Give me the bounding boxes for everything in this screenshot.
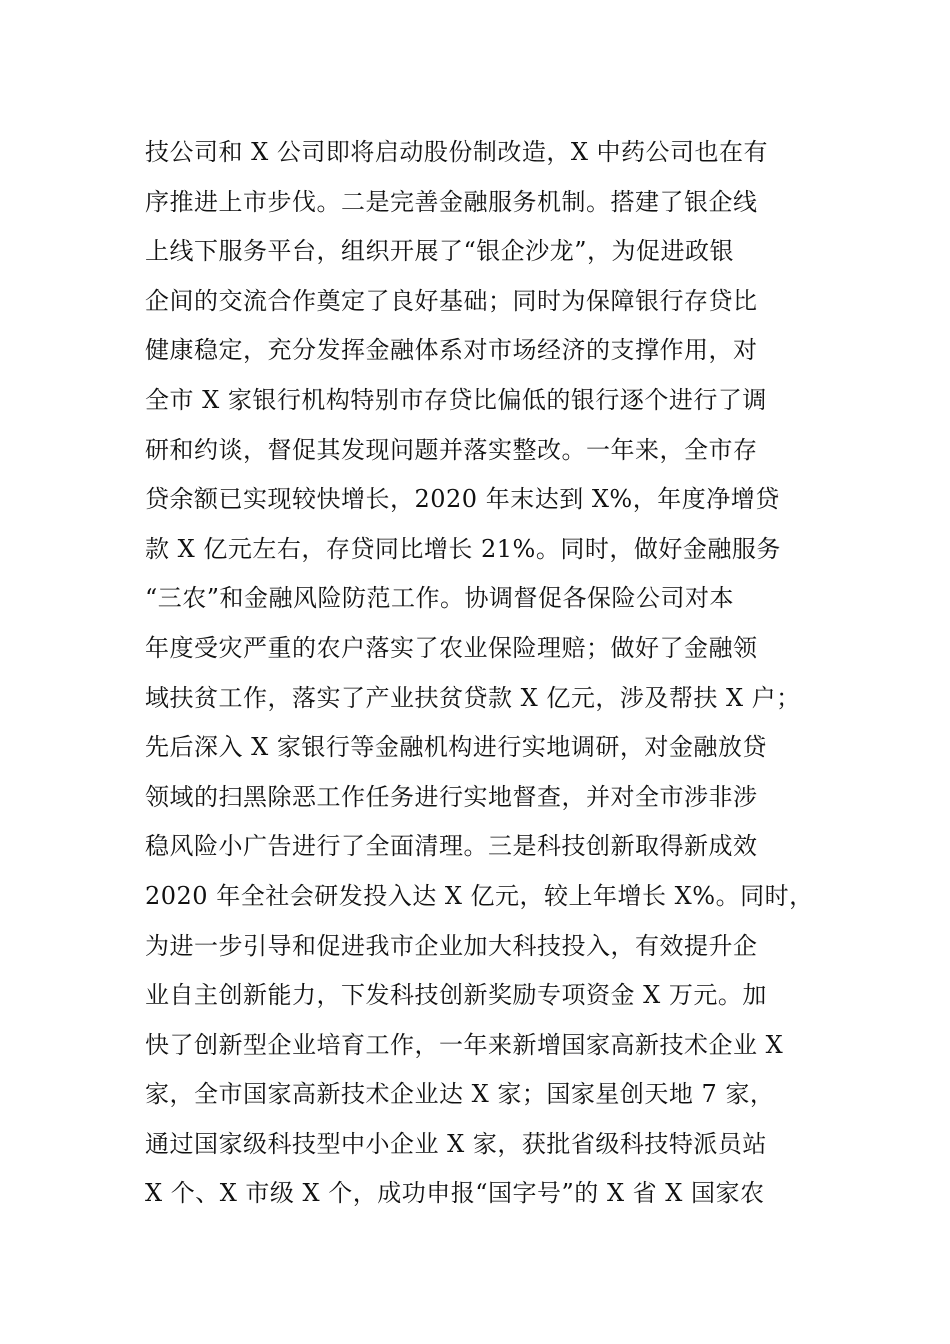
text-line: 家，全市国家高新技术企业达 X 家；国家星创天地 7 家， xyxy=(145,1080,775,1109)
text-line: 研和约谈，督促其发现问题并落实整改。一年来，全市存 xyxy=(145,435,758,464)
text-line: 领域的扫黑除恶工作任务进行实地督查，并对全市涉非涉 xyxy=(145,782,758,811)
text-line: 稳风险小广告进行了全面清理。三是科技创新取得新成效 xyxy=(145,832,758,861)
text-line: 贷余额已实现较快增长，2020 年末达到 X%，年度净增贷 xyxy=(145,485,780,514)
text-line: 款 X 亿元左右，存贷同比增长 21%。同时，做好金融服务 xyxy=(145,534,781,563)
text-line: 为进一步引导和促进我市企业加大科技投入，有效提升企 xyxy=(145,931,758,960)
text-line: 2020 年全社会研发投入达 X 亿元，较上年增长 X%。同时， xyxy=(145,881,814,910)
text-line: 年度受灾严重的农户落实了农业保险理赔；做好了金融领 xyxy=(145,633,758,662)
text-line: 先后深入 X 家银行等金融机构进行实地调研，对金融放贷 xyxy=(145,733,767,762)
text-line: X 个、X 市级 X 个，成功申报“国字号”的 X 省 X 国家农 xyxy=(145,1179,765,1208)
text-line: 通过国家级科技型中小企业 X 家，获批省级科技特派员站 xyxy=(145,1129,767,1158)
text-line: 业自主创新能力，下发科技创新奖励专项资金 X 万元。加 xyxy=(145,981,767,1010)
text-line: “三农”和金融风险防范工作。协调督促各保险公司对本 xyxy=(145,584,735,613)
text-line: 全市 X 家银行机构特别市存贷比偏低的银行逐个进行了调 xyxy=(145,385,767,414)
text-line: 快了创新型企业培育工作，一年来新增国家高新技术企业 X xyxy=(145,1030,784,1059)
text-line: 域扶贫工作，落实了产业扶贫贷款 X 亿元，涉及帮扶 X 户； xyxy=(145,683,801,712)
text-line: 序推进上市步伐。二是完善金融服务机制。搭建了银企线 xyxy=(145,187,758,216)
text-line: 健康稳定，充分发挥金融体系对市场经济的支撑作用，对 xyxy=(145,336,758,365)
text-line: 技公司和 X 公司即将启动股份制改造，X 中药公司也在有 xyxy=(145,138,769,166)
text-line: 上线下服务平台，组织开展了“银企沙龙”，为促进政银 xyxy=(145,237,735,266)
text-line: 企间的交流合作奠定了良好基础；同时为保障银行存贷比 xyxy=(145,286,758,315)
body-paragraph xyxy=(145,128,845,1219)
